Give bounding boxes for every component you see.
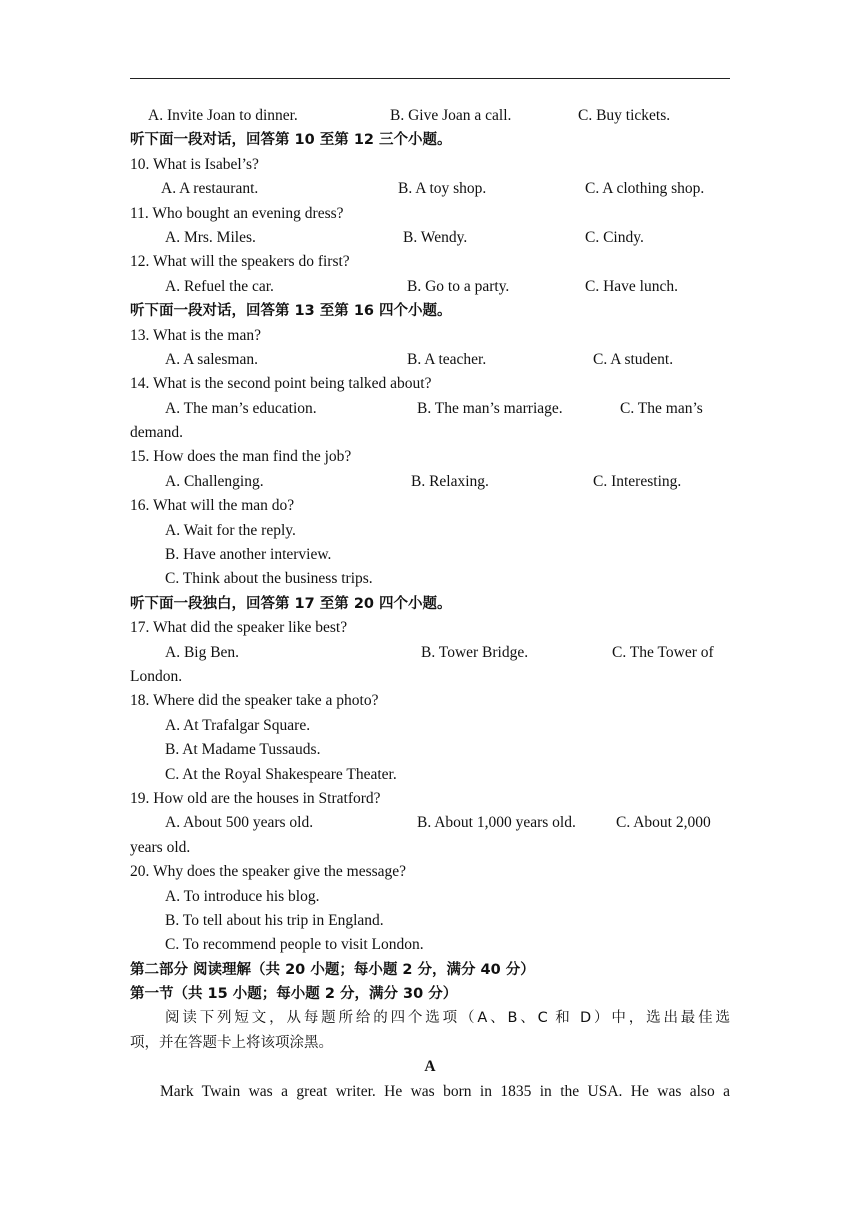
answer-option: C. A student. bbox=[593, 350, 674, 368]
answer-option: B. The man’s marriage. bbox=[417, 399, 563, 417]
question-text bbox=[130, 421, 730, 445]
header-rule bbox=[130, 78, 730, 79]
question-text bbox=[130, 372, 730, 396]
instruction-line: 项，并在答题卡上将该项涂黑。 bbox=[130, 1034, 333, 1051]
answer-option: A. Big Ben. bbox=[165, 643, 240, 661]
question-text bbox=[130, 494, 730, 518]
question-text bbox=[130, 787, 730, 811]
answer-options bbox=[130, 738, 730, 762]
answer-options bbox=[130, 763, 730, 787]
question-text bbox=[130, 324, 730, 348]
answer-option: B. Wendy. bbox=[403, 228, 468, 246]
answer-option: C. The man’s bbox=[620, 399, 703, 417]
question-label: years old. bbox=[130, 838, 191, 856]
answer-option: A. Challenging. bbox=[165, 472, 264, 490]
passage-text bbox=[130, 1080, 730, 1104]
exam-page-content bbox=[130, 104, 730, 1104]
question-label: 20. Why does the speaker give the message? bbox=[130, 863, 407, 881]
answer-option: B. To tell about his trip in England. bbox=[165, 911, 384, 929]
answer-option: C. About 2,000 bbox=[616, 814, 711, 832]
answer-options bbox=[130, 519, 730, 543]
answer-option: C. To recommend people to visit London. bbox=[165, 936, 424, 954]
answer-option: C. Have lunch. bbox=[585, 277, 678, 295]
answer-option: A. About 500 years old. bbox=[165, 814, 314, 832]
answer-option: C. A clothing shop. bbox=[585, 180, 705, 198]
answer-option: B. A toy shop. bbox=[398, 180, 487, 198]
question-text bbox=[130, 860, 730, 884]
answer-options bbox=[130, 177, 730, 201]
question-text bbox=[130, 836, 730, 860]
answer-option: C. Cindy. bbox=[585, 228, 644, 246]
answer-options bbox=[130, 348, 730, 372]
answer-option: A. Mrs. Miles. bbox=[165, 228, 256, 246]
section-heading: 听下面一段独白，回答第 17 至第 20 四个小题。 bbox=[130, 595, 452, 612]
answer-option: A. A salesman. bbox=[165, 350, 258, 368]
section-heading: 听下面一段对话，回答第 13 至第 16 四个小题。 bbox=[130, 303, 452, 320]
answer-option: B. Have another interview. bbox=[165, 546, 332, 564]
answer-option: C. At the Royal Shakespeare Theater. bbox=[165, 765, 397, 783]
question-label: 11. Who bought an evening dress? bbox=[130, 204, 344, 222]
question-label: demand. bbox=[130, 424, 183, 442]
answer-option: B. Tower Bridge. bbox=[421, 643, 529, 661]
passage-title: A bbox=[424, 1058, 436, 1076]
instruction-text bbox=[130, 1006, 730, 1030]
answer-options bbox=[130, 104, 730, 128]
answer-option: C. The Tower of bbox=[612, 643, 714, 661]
answer-option: A. To introduce his blog. bbox=[165, 887, 320, 905]
section-heading: 听下面一段对话，回答第 10 至第 12 三个小题。 bbox=[130, 132, 452, 149]
question-text bbox=[130, 665, 730, 689]
question-label: 12. What will the speakers do first? bbox=[130, 253, 350, 271]
question-text bbox=[130, 202, 730, 226]
answer-option: A. The man’s education. bbox=[165, 399, 317, 417]
answer-options bbox=[130, 567, 730, 591]
answer-option: B. Go to a party. bbox=[407, 277, 510, 295]
question-label: 19. How old are the houses in Stratford? bbox=[130, 789, 381, 807]
answer-option: C. Buy tickets. bbox=[578, 107, 671, 124]
answer-option: A. Wait for the reply. bbox=[165, 521, 296, 539]
question-text bbox=[130, 250, 730, 274]
answer-options bbox=[130, 909, 730, 933]
question-label: 10. What is Isabel’s? bbox=[130, 155, 259, 173]
passage-line: Mark Twain was a great writer. He was born in 1835 in the USA. He was also a bbox=[160, 1082, 730, 1100]
answer-options bbox=[130, 933, 730, 957]
section-heading: 第一节（共 15 小题；每小题 2 分，满分 30 分） bbox=[130, 986, 458, 1003]
answer-option: B. At Madame Tussauds. bbox=[165, 741, 321, 759]
answer-options bbox=[130, 714, 730, 738]
answer-options bbox=[130, 397, 730, 421]
section-heading: 第二部分 阅读理解（共 20 小题；每小题 2 分，满分 40 分） bbox=[130, 961, 535, 978]
question-text bbox=[130, 153, 730, 177]
question-label: London. bbox=[130, 667, 183, 685]
question-label: 16. What will the man do? bbox=[130, 497, 295, 515]
answer-options bbox=[130, 275, 730, 299]
answer-options bbox=[130, 885, 730, 909]
answer-option: A. A restaurant. bbox=[161, 180, 259, 198]
answer-options bbox=[130, 641, 730, 665]
answer-options bbox=[130, 226, 730, 250]
question-label: 17. What did the speaker like best? bbox=[130, 619, 348, 637]
answer-options bbox=[130, 811, 730, 835]
instruction-text bbox=[130, 1031, 730, 1055]
answer-option: C. Interesting. bbox=[593, 472, 682, 490]
answer-option: B. Give Joan a call. bbox=[390, 107, 512, 124]
answer-options bbox=[130, 543, 730, 567]
answer-option: C. Think about the business trips. bbox=[165, 570, 373, 588]
answer-option: B. A teacher. bbox=[407, 350, 487, 368]
answer-option: A. Invite Joan to dinner. bbox=[148, 107, 298, 124]
answer-option: A. At Trafalgar Square. bbox=[165, 716, 311, 734]
question-label: 13. What is the man? bbox=[130, 326, 262, 344]
answer-option: B. Relaxing. bbox=[411, 472, 489, 490]
instruction-line: 阅读下列短文，从每题所给的四个选项（A、B、C 和 D）中，选出最佳选 bbox=[165, 1010, 730, 1027]
answer-option: A. Refuel the car. bbox=[165, 277, 274, 295]
question-text bbox=[130, 445, 730, 469]
question-label: 15. How does the man find the job? bbox=[130, 448, 352, 466]
question-label: 18. Where did the speaker take a photo? bbox=[130, 692, 379, 710]
question-text bbox=[130, 689, 730, 713]
question-label: 14. What is the second point being talked about? bbox=[130, 375, 432, 393]
question-text bbox=[130, 616, 730, 640]
answer-options bbox=[130, 470, 730, 494]
answer-option: B. About 1,000 years old. bbox=[417, 814, 576, 832]
